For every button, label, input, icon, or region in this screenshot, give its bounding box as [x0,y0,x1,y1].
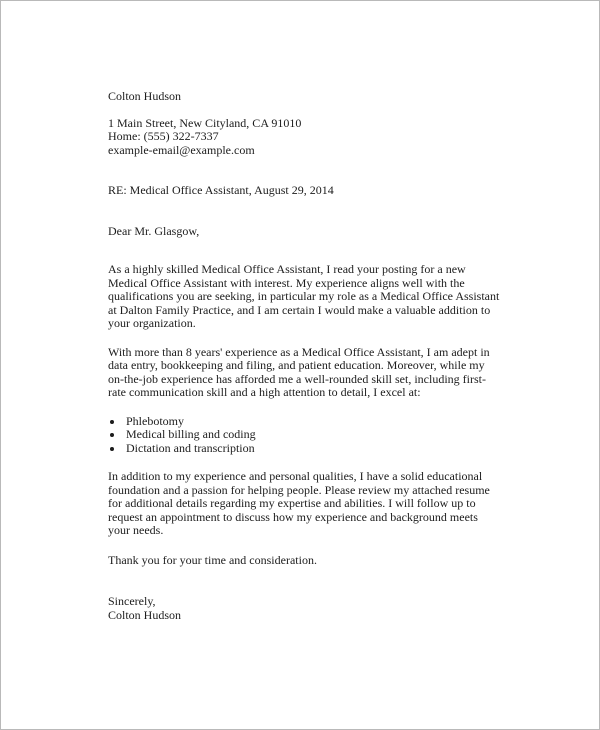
sender-email: example-email@example.com [108,142,255,157]
greeting: Dear Mr. Glasgow, [108,223,200,238]
sender-name: Colton Hudson [108,89,182,103]
skill-item: • Medical billing and coding [124,428,500,442]
signature-name: Colton Hudson [108,607,182,622]
letter-content [108,90,500,622]
sender-phone: Home: (555) 322-7337 [108,129,219,143]
skill-item: • Dictation and transcription [124,442,500,456]
subject-line: RE: Medical Office Assistant, August 29, 2014 [108,183,334,197]
contact-info-block [108,117,500,158]
body-paragraph-1: As a highly skilled Medical Office Assistant, I read your posting for a new Medical Office Assistant with interest. My experience aligns well with the qualifications you are seeking, in particular my role as a Medical Office Assistant at Dalton Family Practice, and I am certain I would make a valuable addition to your organization. [108,262,500,330]
sign-off: Sincerely, [108,594,156,608]
signature-block [108,595,500,622]
body-paragraph-3: In addition to my experience and personal qualities, I have a solid educational foundation and a passion for helping people. Please review my attached resume for additional details regarding my expertise and abilities. I will follow up to request an appointment to discuss how my experience and background meets your needs. [108,469,490,537]
body-paragraph-2: With more than 8 years' experience as a Medical Office Assistant, I am adept in data entry, bookkeeping and filing, and patient education. Moreover, while my on-the-job experience has afforded me a well-rounded skill set, including first-rate communication skill and a high attention to detail, I excel at: [108,344,490,399]
skill-item: • Phlebotomy [124,415,500,429]
thanks-line: Thank you for your time and consideration. [108,552,317,567]
skills-list [108,415,500,456]
sender-address: 1 Main Street, New Cityland, CA 91010 [108,115,302,130]
